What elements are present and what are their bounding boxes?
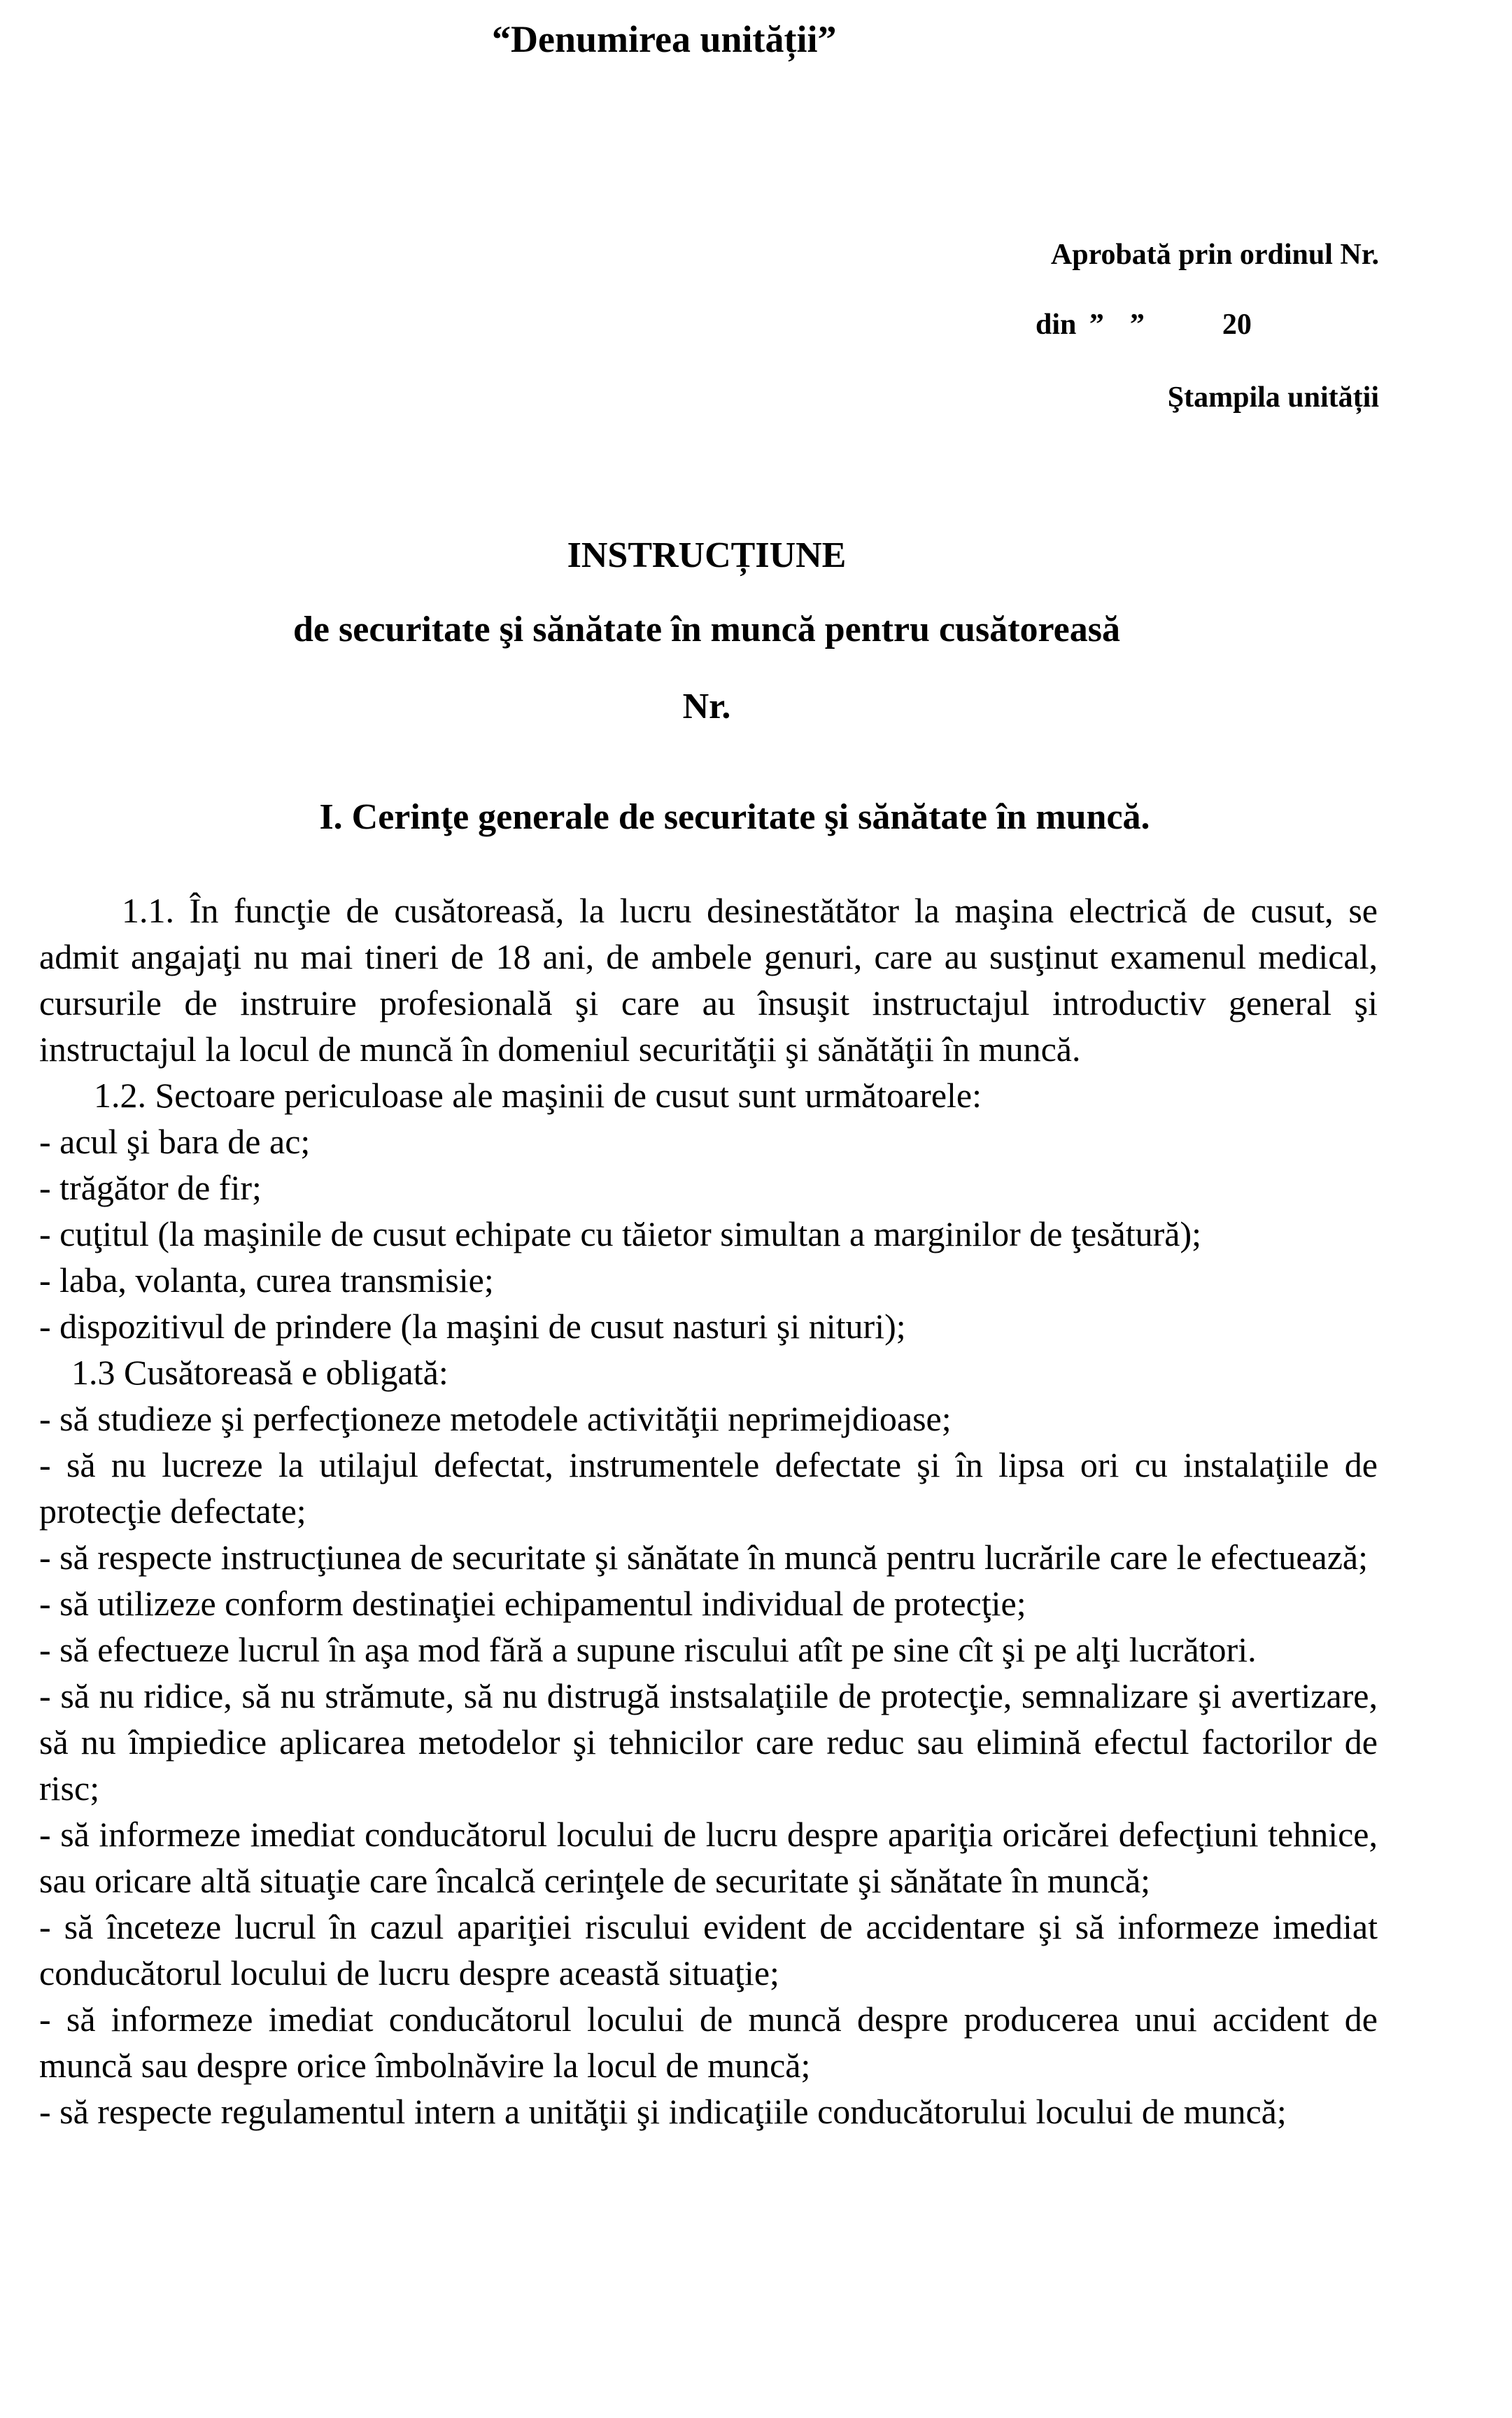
list-item: - să studieze şi perfecţioneze metodele activităţii neprimejdioase; xyxy=(39,1399,952,1438)
list-item: - să respecte instrucţiunea de securitate şi sănătate în muncă pentru lucrările care le efectuează; xyxy=(39,1538,1368,1577)
list-item: - să nu lucreze la utilajul defectat, instrumentele defectate şi în lipsa ori cu instalaţiile de protecţie defectate; xyxy=(39,1445,1378,1531)
list-item: - trăgător de fir; xyxy=(39,1168,262,1207)
list-item: - să înceteze lucrul în cazul apariţiei riscului evident de accidentare şi să informeze imediat conducătorul locului de lucru despre această situaţie; xyxy=(39,1907,1378,1992)
document-body xyxy=(39,887,1378,2135)
list-item: - să informeze imediat conducătorul locului de lucru despre apariţia oricărei defecţiuni tehnice, sau oricare altă situaţie care încalcă cerinţele de securitate şi sănătate în muncă; xyxy=(39,1815,1378,1900)
paragraph-1-3: 1.3 Cusătoreasă e obligată: xyxy=(71,1353,448,1392)
list-item: - să utilizeze conform destinaţiei echipamentul individual de protecţie; xyxy=(39,1584,1026,1623)
list-item: - să informeze imediat conducătorul locului de muncă despre producerea unui accident de muncă sau despre orice îmbolnăvire la locul de muncă; xyxy=(39,1999,1378,2085)
paragraph-1-2: 1.2. Sectoare periculoase ale maşinii de cusut sunt următoarele: xyxy=(94,1076,982,1115)
list-item: - dispozitivul de prindere (la maşini de cusut nasturi şi nituri); xyxy=(39,1307,906,1346)
list-item: - cuţitul (la maşinile de cusut echipate cu tăietor simultan a marginilor de ţesătură); xyxy=(39,1214,1202,1253)
approval-date-line: din ” ” 20 xyxy=(1036,309,1252,341)
list-item: - să nu ridice, să nu strămute, să nu distrugă instsalaţiile de protecţie, semnalizare şi avertizare, să nu împiedice aplicarea metodelor şi tehnicilor care reduc sau elimină efectul factorilor de risc; xyxy=(39,1676,1378,1808)
document-number: Nr. xyxy=(682,687,731,726)
approval-stamp-line: Ştampila unității xyxy=(1167,381,1379,414)
document-title: INSTRUCȚIUNE xyxy=(567,535,847,575)
list-item: - să efectueze lucrul în aşa mod fără a supune riscului atît pe sine cît şi pe alţi lucrători. xyxy=(39,1630,1257,1669)
paragraph-1-1: 1.1. În funcţie de cusătoreasă, la lucru desinestătător la maşina electrică de cusut, se admit angajaţi nu mai tineri de 18 ani, de ambele genuri, care au susţinut examenul medical, cursurile de instruire profesională şi care au însuşit instructajul introductiv general şi instructajul la locul de muncă în domeniul securităţii şi sănătăţii în muncă. xyxy=(39,891,1378,1069)
list-item: - să respecte regulamentul intern a unităţii şi indicaţiile conducătorului locului de muncă; xyxy=(39,2092,1287,2131)
approval-order-line: Aprobată prin ordinul Nr. xyxy=(1050,239,1379,271)
section-heading: I. Cerinţe generale de securitate şi sănătate în muncă. xyxy=(319,797,1150,837)
list-item: - laba, volanta, curea transmisie; xyxy=(39,1260,494,1300)
unit-name: “Denumirea unității” xyxy=(492,18,837,60)
list-item: - acul şi bara de ac; xyxy=(39,1122,311,1161)
document-subtitle: de securitate şi sănătate în muncă pentru cusătoreasă xyxy=(293,610,1120,649)
